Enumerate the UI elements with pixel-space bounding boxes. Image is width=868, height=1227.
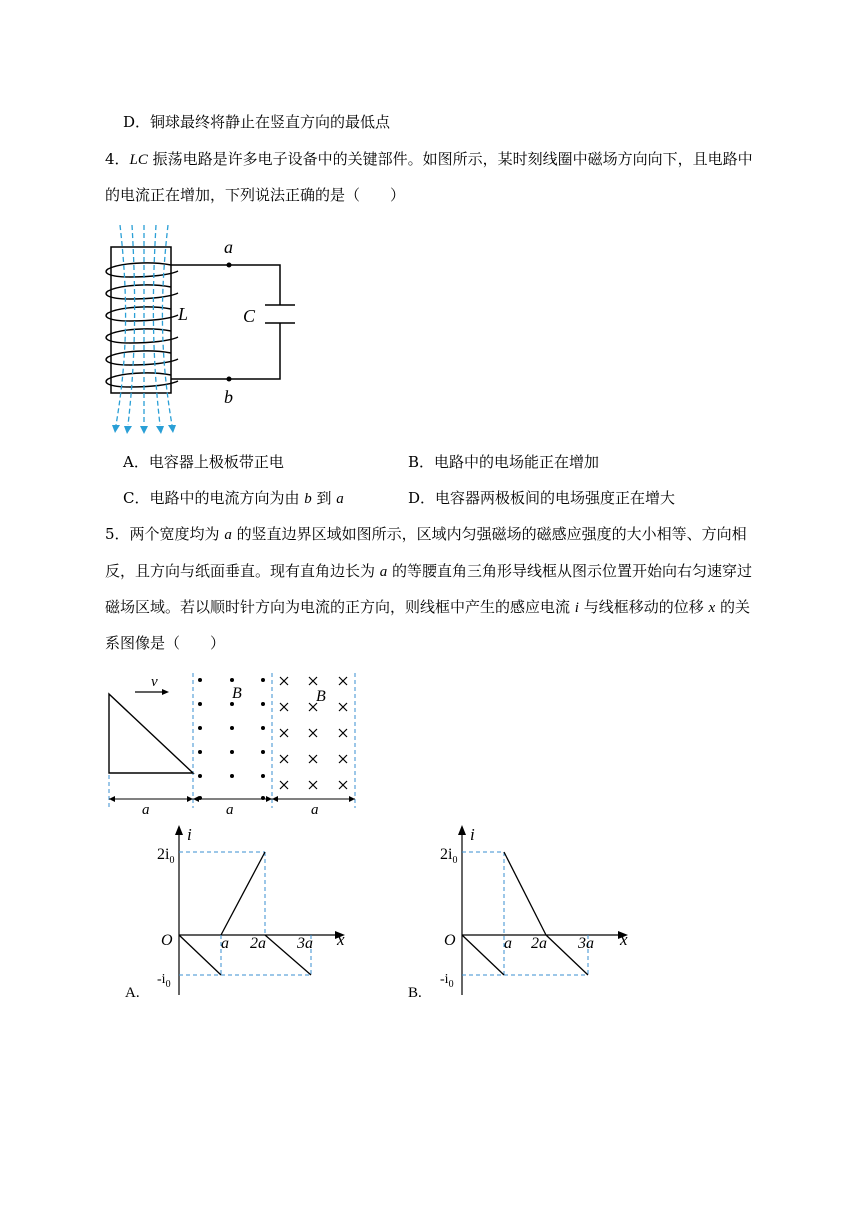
tick-3a: 3a [297,935,313,952]
axis-i: i [470,825,475,844]
q4-stem-line1: 4．LC 振荡电路是许多电子设备中的关键部件。如图所示，某时刻线圈中磁场方向向下，且电路中 [105,150,753,168]
guide-lines [179,852,311,975]
q4-option-c[interactable]: C．电路中的电流方向为由 b 到 a [123,489,344,507]
current-curve [462,852,588,975]
dim-a-1: a [142,802,150,818]
axis-i: i [187,825,192,844]
q5-stem-line2: 反，且方向与纸面垂直。现有直角边长为 a 的等腰直角三角形导线框从图示位置开始向右匀速穿过 [105,562,753,580]
q4-option-a[interactable]: A．电容器上极板带正电 [123,453,284,471]
origin: O [444,932,456,949]
coil-windings [106,263,178,387]
tick-2a: 2a [250,935,266,952]
current-curve [179,852,311,975]
label-b: b [224,387,233,407]
graph-option-b[interactable] [398,825,643,1005]
field-in-crosses [280,677,347,789]
label-a: a [224,237,233,257]
magnetic-field-lines [116,225,172,425]
triangle-loop [109,694,193,773]
q3-option-d: D．铜球最终将静止在竖直方向的最低点 [123,113,391,131]
origin: O [161,932,173,949]
label-neg-i0: $-i_0$ [440,972,454,990]
label-2i0: $2i_0$ [440,846,458,866]
option-label-a: A. [125,985,140,1001]
q5-stem-line4: 系图像是（ ） [105,634,226,652]
label-B2: B [316,688,326,705]
field-arrowheads [112,425,176,434]
label-B1: B [232,685,242,702]
axis-x: x [337,930,345,949]
q4-option-d[interactable]: D．电容器两极板间的电场强度正在增大 [408,489,676,507]
graph-option-a[interactable] [115,825,360,1005]
dim-a-2: a [226,802,234,818]
tick-a: a [221,935,229,952]
q4-stem-line2: 的电流正在增加，下列说法正确的是（ ） [105,186,406,204]
label-2i0: $2i_0$ [157,846,175,866]
field-region-figure [100,668,365,818]
label-neg-i0: $-i_0$ [157,972,171,990]
node-b [227,377,232,382]
label-L: L [178,304,189,324]
option-label-b: B. [408,985,422,1001]
label-v: v [151,674,158,690]
circuit-wires [171,265,295,379]
tick-3a: 3a [578,935,594,952]
q4-option-b[interactable]: B．电路中的电场能正在增加 [408,453,600,471]
label-C: C [243,306,256,326]
q5-stem-line1: 5．两个宽度均为 a 的竖直边界区域如图所示，区域内匀强磁场的磁感应强度的大小相等、方向相 [105,525,747,543]
lc-circuit-figure [90,225,320,440]
tick-2a: 2a [531,935,547,952]
tick-a: a [504,935,512,952]
axis-x: x [620,930,628,949]
node-a [227,263,232,268]
dim-a-3: a [311,802,319,818]
q5-stem-line3: 磁场区域。若以顺时针方向为电流的正方向，则线框中产生的感应电流 i 与线框移动的位移 x 的关 [105,598,750,616]
